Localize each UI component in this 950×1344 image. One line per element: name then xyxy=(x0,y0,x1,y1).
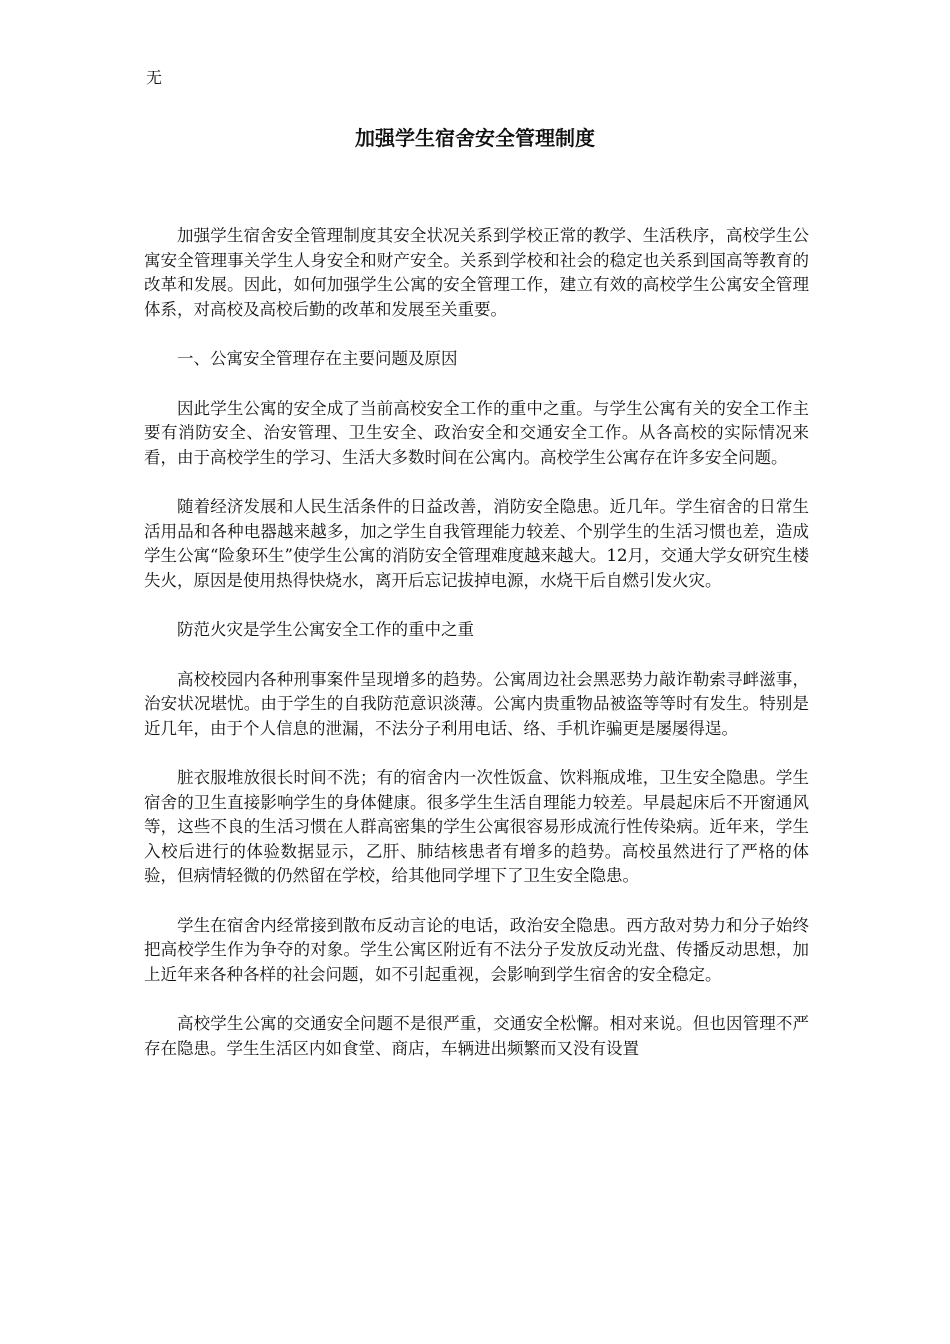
paragraph-fire-safety: 随着经济发展和人民生活条件的日益改善，消防安全隐患。近几年。学生宿舍的日常生活用品和各种电器越来越多，加之学生自我管理能力较差、个别学生的生活习惯也差，造成学生公寓“险象环生”使学生公寓的消防安全管理难度越来越大。12月，交通大学女研究生楼失火，原因是使用热得快烧水，离开后忘记拔掉电源，水烧干后自燃引发火灾。 xyxy=(144,497,809,590)
section-heading-fire: 防范火灾是学生公寓安全工作的重中之重 xyxy=(177,620,474,639)
paragraph-intro: 加强学生宿舍安全管理制度其安全状况关系到学校正常的教学、生活秩序，高校学生公寓安全管理事关学生人身安全和财产安全。关系到学校和社会的稳定也关系到国高等教育的改革和发展。因此，如何加强学生公寓的安全管理工作，建立有效的高校学生公寓安全管理体系，对高校及高校后勤的改革和发展至关重要。 xyxy=(144,226,809,319)
paragraph-public-security: 高校校园内各种刑事案件呈现增多的趋势。公寓周边社会黑恶势力敲诈勒索寻衅滋事，治安状况堪忧。由于学生的自我防范意识淡薄。公寓内贵重物品被盗等等时有发生。特别是近几年，由于个人信息的泄漏，不法分子利用电话、络、手机诈骗更是屡屡得逞。 xyxy=(144,669,809,738)
document-body xyxy=(144,224,809,1086)
section-heading-1: 一、公寓安全管理存在主要问题及原因 xyxy=(177,349,458,368)
paragraph-hygiene: 脏衣服堆放很长时间不洗；有的宿舍内一次性饭盒、饮料瓶成堆，卫生安全隐患。学生宿舍的卫生直接影响学生的身体健康。很多学生生活自理能力较差。早晨起床后不开窗通风等，这些不良的生活习惯在人群高密集的学生公寓很容易形成流行性传染病。近年来，学生入校后进行的体验数据显示，乙肝、肺结核患者有增多的趋势。高校虽然进行了严格的体验，但病情轻微的仍然留在学校，给其他同学埋下了卫生安全隐患。 xyxy=(144,768,809,885)
paragraph-political-safety: 学生在宿舍内经常接到散布反动言论的电话，政治安全隐患。西方敌对势力和分子始终把高校学生作为争夺的对象。学生公寓区附近有不法分子发放反动光盘、传播反动思想，加上近年来各种各样的社会问题，如不引起重视，会影响到学生宿舍的安全稳定。 xyxy=(144,915,809,984)
paragraph-traffic-safety: 高校学生公寓的交通安全问题不是很严重，交通安全松懈。相对来说。但也因管理不严存在隐患。学生生活区内如食堂、商店，车辆进出频繁而又没有设置 xyxy=(144,1014,809,1058)
document-title: 加强学生宿舍安全管理制度 xyxy=(355,126,595,150)
paragraph-safety-overview: 因此学生公寓的安全成了当前高校安全工作的重中之重。与学生公寓有关的安全工作主要有消防安全、治安管理、卫生安全、政治安全和交通安全工作。从各高校的实际情况来看，由于高校学生的学习、生活大多数时间在公寓内。高校学生公寓存在许多安全问题。 xyxy=(144,398,809,467)
header-mark: 无 xyxy=(146,68,163,87)
